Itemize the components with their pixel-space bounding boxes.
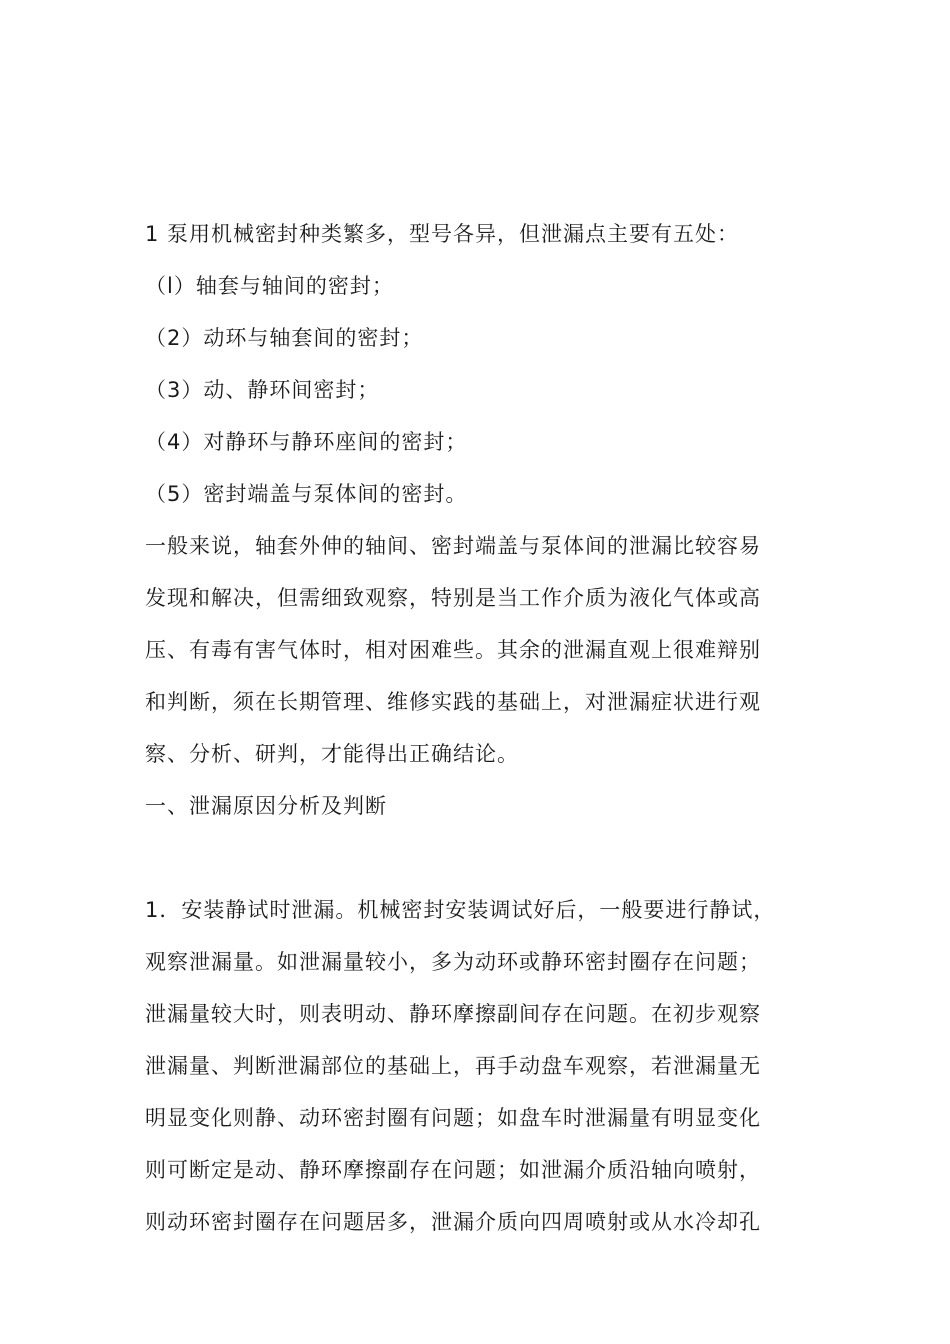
paragraph1-line: 和判断，须在长期管理、维修实践的基础上，对泄漏症状进行观 (145, 690, 761, 714)
paragraph1-line: 察、分析、研判，才能得出正确结论。 (145, 742, 519, 766)
paragraph2-line: 泄漏量、判断泄漏部位的基础上，再手动盘车观察，若泄漏量无 (145, 1054, 761, 1078)
section-heading: 一、泄漏原因分析及判断 (145, 794, 387, 818)
intro-line: 1 泵用机械密封种类繁多，型号各异，但泄漏点主要有五处： (145, 222, 740, 246)
leak-point-1: （l）轴套与轴间的密封； (145, 274, 394, 298)
blank-spacer (145, 832, 813, 884)
paragraph2-line: 则动环密封圈存在问题居多，泄漏介质向四周喷射或从水冷却孔 (145, 1210, 761, 1234)
paragraph2-line: 明显变化则静、动环密封圈有问题；如盘车时泄漏量有明显变化 (145, 1106, 761, 1130)
leak-point-2: （2）动环与轴套间的密封； (145, 326, 424, 350)
paragraph2-line: 泄漏量较大时，则表明动、静环摩擦副间存在问题。在初步观察 (145, 1002, 761, 1026)
paragraph1-line: 发现和解决，但需细致观察，特别是当工作介质为液化气体或高 (145, 586, 761, 610)
leak-point-3: （3）动、静环间密封； (145, 378, 380, 402)
leak-point-4: （4）对静环与静环座间的密封； (145, 430, 468, 454)
paragraph2-line: 1．安装静试时泄漏。机械密封安装调试好后，一般要进行静试， (145, 898, 776, 922)
document-body (145, 208, 813, 1248)
paragraph2-line: 则可断定是动、静环摩擦副存在问题；如泄漏介质沿轴向喷射， (145, 1158, 761, 1182)
leak-point-5: （5）密封端盖与泵体间的密封。 (145, 482, 468, 506)
paragraph2-line: 观察泄漏量。如泄漏量较小，多为动环或静环密封圈存在问题； (145, 950, 761, 974)
paragraph1-line: 压、有毒有害气体时，相对困难些。其余的泄漏直观上很难辩别 (145, 638, 761, 662)
paragraph1-line: 一般来说，轴套外伸的轴间、密封端盖与泵体间的泄漏比较容易 (145, 534, 761, 558)
